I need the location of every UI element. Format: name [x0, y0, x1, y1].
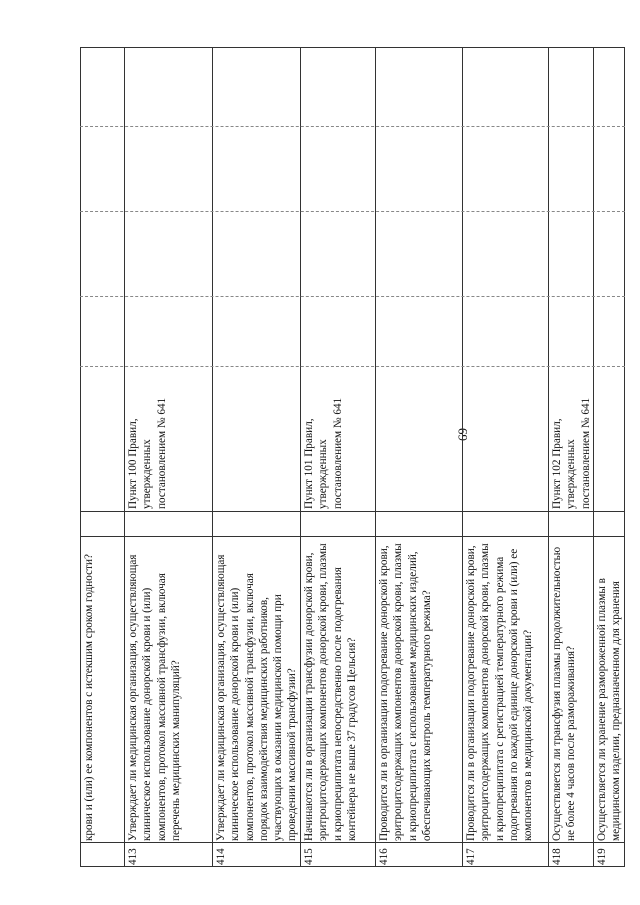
column-line: [80, 866, 625, 867]
column-line: [80, 842, 625, 843]
row-question: Начинаются ли в организации трансфузии донорской крови, эритроцитсодержащих компонентов донорской крови, плазмы и криопреципитата непосредственно после подогревания контейнера не выше 37 градусов Цельсия?: [303, 543, 358, 841]
row-line: [124, 47, 125, 867]
row-question: Утверждает ли медицинская организация, осуществляющая клиническое использование донорской крови и (или) компонентов, протокол массивной трансфузии, включая порядок взаимодействия медицинских работников, участвующих в оказании медицинской помощи при проведении массивной трансфузии?: [215, 554, 299, 841]
row-number: 419: [596, 848, 608, 865]
row-line: [80, 47, 81, 867]
row-reference: Пункт 101 Правил, утвержденных постановлением № 641: [303, 397, 344, 509]
column-line: [80, 126, 625, 127]
column-line: [80, 211, 625, 212]
row-line: [300, 47, 301, 867]
rotated-table-container: [80, 47, 625, 867]
row-question: Утверждает ли медицинская организация, осуществляющая клиническое использование донорской крови и (или) компонентов, протокол массивной трансфузии, включая перечень медицинских манипуляций?: [127, 554, 182, 841]
continuation-text: крови и (или) ее компонентов с истекшим сроком годности?: [83, 554, 95, 841]
row-reference: Пункт 100 Правил, утвержденных постановлением № 641: [127, 397, 168, 509]
page-number: 69: [455, 428, 470, 441]
row-line: [593, 47, 594, 867]
row-line: [462, 47, 463, 867]
column-line: [80, 511, 625, 512]
row-number: 415: [303, 848, 315, 865]
checklist-table: [80, 47, 625, 867]
row-number: 416: [378, 848, 390, 865]
row-number: 413: [127, 848, 139, 865]
row-line: [624, 47, 625, 867]
row-line: [375, 47, 376, 867]
row-line: [212, 47, 213, 867]
row-question: Проводится ли в организации подогревание донорской крови, эритроцитсодержащих компонентов донорской крови, плазмы и криопреципитата с использованием медицинских изделий, обеспечивающих контроль температурного режима?: [378, 543, 433, 841]
column-line: [80, 296, 625, 297]
column-line: [80, 536, 625, 537]
column-line: [80, 47, 625, 48]
row-question: Проводится ли в организации подогревание донорской крови, эритроцитсодержащих компонентов донорской крови, плазмы и криопреципитата с регистрацией температурного режима подогревания по каждой единице донорской крови и (или) ее компонентов в медицинской документации?: [465, 543, 535, 841]
column-line: [80, 366, 625, 367]
row-number: 418: [551, 848, 563, 865]
row-number: 417: [465, 848, 477, 865]
row-line: [548, 47, 549, 867]
row-number: 414: [215, 848, 227, 865]
row-question: Осуществляется ли трансфузия плазмы продолжительностью не более 4 часов после размораживания?: [551, 546, 578, 841]
row-question: Осуществляется ли хранение размороженной плазмы в медицинском изделии, предназначенном для хранения: [596, 578, 623, 841]
row-reference: Пункт 102 Правил, утвержденных постановлением № 641: [551, 397, 592, 509]
